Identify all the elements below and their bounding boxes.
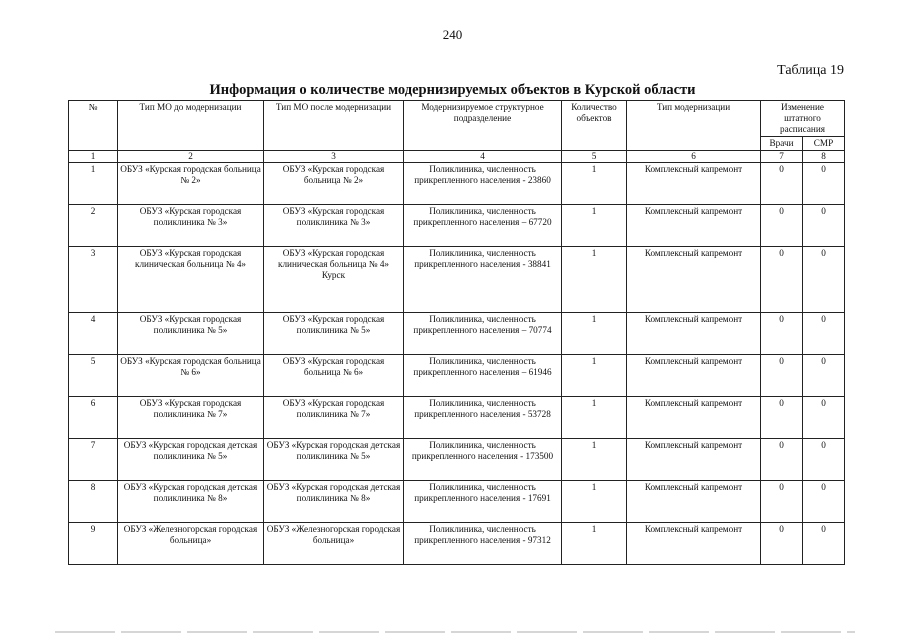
table-row [69,439,845,481]
unit-cell: Поликлиника, численность прикрепленного населения - 23860 [404,163,562,205]
smr-cell: 0 [803,397,845,439]
type-after-cell: ОБУЗ «Железногорская городская больница» [264,523,404,565]
table-row [69,205,845,247]
mod-type-cell: Комплексный капремонт [627,313,761,355]
type-before-cell: ОБУЗ «Курская городская больница № 6» [118,355,264,397]
column-number: 5 [562,151,627,163]
doctors-cell: 0 [761,481,803,523]
header-mod-type: Тип модернизации [627,101,761,151]
type-after-cell: ОБУЗ «Курская городская детская поликлиника № 5» [264,439,404,481]
smr-cell: 0 [803,355,845,397]
unit-cell: Поликлиника, численность прикрепленного населения - 17691 [404,481,562,523]
row-num: 6 [69,397,118,439]
column-number: 3 [264,151,404,163]
header-unit: Модернизируемое структурное подразделение [404,101,562,151]
column-number: 2 [118,151,264,163]
type-after-cell: ОБУЗ «Курская городская поликлиника № 7» [264,397,404,439]
type-before-cell: ОБУЗ «Курская городская поликлиника № 7» [118,397,264,439]
column-number-row [69,151,845,163]
row-num: 4 [69,313,118,355]
count-cell: 1 [562,247,627,313]
type-before-cell: ОБУЗ «Железногорская городская больница» [118,523,264,565]
mod-type-cell: Комплексный капремонт [627,205,761,247]
doctors-cell: 0 [761,439,803,481]
doctors-cell: 0 [761,163,803,205]
type-before-cell: ОБУЗ «Курская городская поликлиника № 5» [118,313,264,355]
count-cell: 1 [562,523,627,565]
smr-cell: 0 [803,523,845,565]
unit-cell: Поликлиника, численность прикрепленного населения – 70774 [404,313,562,355]
type-before-cell: ОБУЗ «Курская городская поликлиника № 3» [118,205,264,247]
type-after-cell: ОБУЗ «Курская городская клиническая больница № 4» Курск [264,247,404,313]
table-row [69,163,845,205]
page-number: 240 [442,27,463,42]
doctors-cell: 0 [761,397,803,439]
smr-cell: 0 [803,313,845,355]
mod-type-cell: Комплексный капремонт [627,397,761,439]
header-type-before: Тип МО до модернизации [118,101,264,151]
unit-cell: Поликлиника, численность прикрепленного населения - 97312 [404,523,562,565]
count-cell: 1 [562,481,627,523]
header-smr: СМР [803,137,845,151]
table-row [69,481,845,523]
doctors-cell: 0 [761,247,803,313]
doctors-cell: 0 [761,205,803,247]
column-number: 1 [69,151,118,163]
mod-type-cell: Комплексный капремонт [627,163,761,205]
smr-cell: 0 [803,163,845,205]
column-number: 6 [627,151,761,163]
mod-type-cell: Комплексный капремонт [627,247,761,313]
smr-cell: 0 [803,205,845,247]
table-row [69,313,845,355]
column-number: 7 [761,151,803,163]
unit-cell: Поликлиника, численность прикрепленного населения – 61946 [404,355,562,397]
header-doctors: Врачи [761,137,803,151]
type-after-cell: ОБУЗ «Курская городская больница № 6» [264,355,404,397]
row-num: 8 [69,481,118,523]
unit-cell: Поликлиника, численность прикрепленного населения - 173500 [404,439,562,481]
row-num: 7 [69,439,118,481]
document-title: Информация о количестве модернизируемых объектов в Курской области [209,82,696,98]
type-after-cell: ОБУЗ «Курская городская поликлиника № 3» [264,205,404,247]
mod-type-cell: Комплексный капремонт [627,355,761,397]
type-before-cell: ОБУЗ «Курская городская детская поликлиника № 5» [118,439,264,481]
unit-cell: Поликлиника, численность прикрепленного населения – 67720 [404,205,562,247]
smr-cell: 0 [803,247,845,313]
count-cell: 1 [562,355,627,397]
type-before-cell: ОБУЗ «Курская городская клиническая больница № 4» [118,247,264,313]
smr-cell: 0 [803,481,845,523]
doctors-cell: 0 [761,523,803,565]
table-row [69,355,845,397]
unit-cell: Поликлиника, численность прикрепленного населения - 53728 [404,397,562,439]
table-row [69,247,845,313]
type-after-cell: ОБУЗ «Курская городская детская поликлиника № 8» [264,481,404,523]
row-num: 3 [69,247,118,313]
table-row [69,523,845,565]
unit-cell: Поликлиника, численность прикрепленного населения - 38841 [404,247,562,313]
count-cell: 1 [562,397,627,439]
table-label: Таблица 19 [777,63,844,78]
smr-cell: 0 [803,439,845,481]
header-num: № [69,101,118,151]
header-count: Количество объектов [562,101,627,151]
page-bottom-rule [55,631,855,633]
type-after-cell: ОБУЗ «Курская городская поликлиника № 5» [264,313,404,355]
row-num: 5 [69,355,118,397]
doctors-cell: 0 [761,355,803,397]
column-number: 8 [803,151,845,163]
mod-type-cell: Комплексный капремонт [627,523,761,565]
type-after-cell: ОБУЗ «Курская городская больница № 2» [264,163,404,205]
count-cell: 1 [562,439,627,481]
header-type-after: Тип МО после модернизации [264,101,404,151]
column-number: 4 [404,151,562,163]
row-num: 9 [69,523,118,565]
type-before-cell: ОБУЗ «Курская городская больница № 2» [118,163,264,205]
row-num: 2 [69,205,118,247]
doctors-cell: 0 [761,313,803,355]
count-cell: 1 [562,205,627,247]
modernization-table [68,100,845,565]
table-row [69,397,845,439]
row-num: 1 [69,163,118,205]
header-staff-change: Изменение штатного расписания [761,101,845,137]
mod-type-cell: Комплексный капремонт [627,439,761,481]
count-cell: 1 [562,163,627,205]
count-cell: 1 [562,313,627,355]
type-before-cell: ОБУЗ «Курская городская детская поликлиника № 8» [118,481,264,523]
mod-type-cell: Комплексный капремонт [627,481,761,523]
